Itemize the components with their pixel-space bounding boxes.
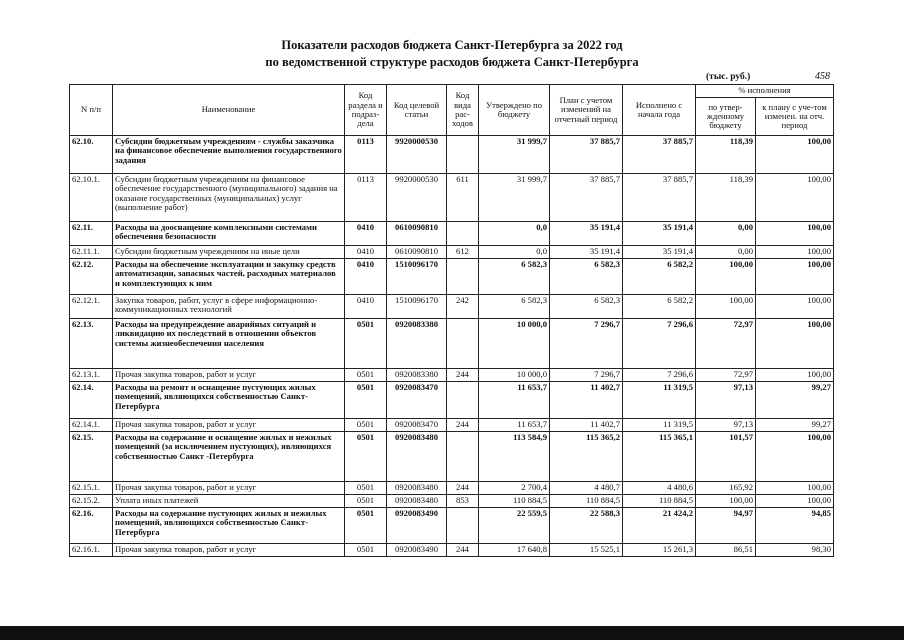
cell-executed: 7 296,6 — [623, 319, 696, 369]
cell-section: 0501 — [345, 508, 387, 544]
cell-section: 0410 — [345, 222, 387, 246]
cell-pct-plan: 98,30 — [756, 544, 834, 557]
cell-pct-plan: 94,85 — [756, 508, 834, 544]
cell-plan: 37 885,7 — [550, 174, 623, 222]
cell-pct-plan: 100,00 — [756, 246, 834, 259]
cell-pct-approved: 72,97 — [696, 369, 756, 382]
cell-approved: 10 000,0 — [479, 319, 550, 369]
cell-approved: 110 884,5 — [479, 495, 550, 508]
cell-name: Расходы на дооснащение комплексными системами обеспечения безопасности — [113, 222, 345, 246]
cell-pct-approved: 118,39 — [696, 174, 756, 222]
cell-kind: 853 — [447, 495, 479, 508]
cell-name: Субсидии бюджетным учреждениям - службы заказчика на финансовое обеспечение выполнения государственного задания — [113, 136, 345, 174]
cell-approved: 31 999,7 — [479, 136, 550, 174]
cell-approved: 0,0 — [479, 246, 550, 259]
cell-section: 0501 — [345, 319, 387, 369]
cell-kind: 244 — [447, 419, 479, 432]
header-num: N п/п — [70, 85, 113, 136]
cell-plan: 6 582,3 — [550, 259, 623, 295]
cell-num: 62.10. — [70, 136, 113, 174]
cell-pct-plan: 100,00 — [756, 319, 834, 369]
table-row — [70, 369, 834, 382]
cell-name: Расходы на обеспечение эксплуатации и закупку средств автоматизации, запасных частей, расходных материалов и комплектующих к ним — [113, 259, 345, 295]
cell-pct-approved: 0,00 — [696, 246, 756, 259]
cell-section: 0501 — [345, 419, 387, 432]
cell-kind: 244 — [447, 369, 479, 382]
cell-pct-plan: 100,00 — [756, 369, 834, 382]
cell-plan: 6 582,3 — [550, 295, 623, 319]
cell-kind — [447, 508, 479, 544]
table-row — [70, 482, 834, 495]
scan-bottom-edge — [0, 626, 904, 640]
cell-target: 0920083470 — [387, 419, 447, 432]
cell-section: 0501 — [345, 482, 387, 495]
header-pct-approved: по утвер-жденному бюджету — [696, 98, 756, 136]
cell-executed: 35 191,4 — [623, 222, 696, 246]
cell-kind: 242 — [447, 295, 479, 319]
cell-section: 0410 — [345, 295, 387, 319]
cell-name: Расходы на содержание и оснащение жилых и нежилых помещений (за исключением пустующих), являющихся собственностью Санкт -Петербурга — [113, 432, 345, 482]
cell-approved: 10 000,0 — [479, 369, 550, 382]
cell-approved: 22 559,5 — [479, 508, 550, 544]
table-row — [70, 319, 834, 369]
cell-executed: 11 319,5 — [623, 382, 696, 419]
cell-approved: 2 700,4 — [479, 482, 550, 495]
cell-num: 62.12.1. — [70, 295, 113, 319]
header-target: Код целевой статьи — [387, 85, 447, 136]
cell-kind — [447, 432, 479, 482]
cell-executed: 21 424,2 — [623, 508, 696, 544]
cell-kind — [447, 136, 479, 174]
cell-executed: 7 296,6 — [623, 369, 696, 382]
cell-num: 62.14. — [70, 382, 113, 419]
cell-pct-approved: 97,13 — [696, 419, 756, 432]
header-plan: План с учетом изменений на отчетный период — [550, 85, 623, 136]
cell-plan: 4 480,7 — [550, 482, 623, 495]
table-row — [70, 382, 834, 419]
cell-pct-plan: 100,00 — [756, 295, 834, 319]
cell-approved: 11 653,7 — [479, 382, 550, 419]
cell-kind: 244 — [447, 482, 479, 495]
cell-target: 0920083380 — [387, 319, 447, 369]
cell-executed: 35 191,4 — [623, 246, 696, 259]
cell-approved: 6 582,3 — [479, 295, 550, 319]
document-title-line2: по ведомственной структуре расходов бюджета Санкт-Петербурга — [265, 55, 639, 69]
cell-name: Прочая закупка товаров, работ и услуг — [113, 482, 345, 495]
cell-target: 0610090810 — [387, 246, 447, 259]
cell-target: 0920083480 — [387, 432, 447, 482]
cell-plan: 35 191,4 — [550, 222, 623, 246]
cell-target: 0920083470 — [387, 382, 447, 419]
header-kind: Код вида рас-ходов — [447, 85, 479, 136]
cell-pct-plan: 100,00 — [756, 136, 834, 174]
document-title-line1: Показатели расходов бюджета Санкт-Петербурга за 2022 год — [281, 38, 623, 52]
cell-plan: 110 884,5 — [550, 495, 623, 508]
cell-section: 0501 — [345, 432, 387, 482]
cell-num: 62.13.1. — [70, 369, 113, 382]
cell-kind: 612 — [447, 246, 479, 259]
cell-executed: 37 885,7 — [623, 136, 696, 174]
cell-pct-approved: 165,92 — [696, 482, 756, 495]
header-pct-plan: к плану с уче-том изменен. на отч. период — [756, 98, 834, 136]
cell-kind — [447, 382, 479, 419]
cell-plan: 37 885,7 — [550, 136, 623, 174]
cell-executed: 6 582,2 — [623, 295, 696, 319]
header-approved: Утверждено по бюджету — [479, 85, 550, 136]
cell-num: 62.13. — [70, 319, 113, 369]
cell-target: 9920000530 — [387, 136, 447, 174]
cell-target: 0920083380 — [387, 369, 447, 382]
cell-section: 0113 — [345, 174, 387, 222]
cell-num: 62.11. — [70, 222, 113, 246]
cell-name: Расходы на предупреждение аварийных ситуаций и ликвидацию их последствий в отношении объектов системы жизнеобеспечения населения — [113, 319, 345, 369]
cell-plan: 11 402,7 — [550, 419, 623, 432]
cell-name: Прочая закупка товаров, работ и услуг — [113, 369, 345, 382]
cell-name: Субсидии бюджетным учреждениям на финансовое обеспечение государственного (муниципального) задания на оказание государственных (муниципальных) услуг (выполнение работ) — [113, 174, 345, 222]
cell-plan: 15 525,1 — [550, 544, 623, 557]
cell-plan: 7 296,7 — [550, 319, 623, 369]
cell-kind — [447, 259, 479, 295]
cell-section: 0501 — [345, 544, 387, 557]
cell-name: Расходы на ремонт и оснащение пустующих жилых помещений, являющихся собственностью Санкт-Петербурга — [113, 382, 345, 419]
cell-target: 0920083480 — [387, 482, 447, 495]
cell-num: 62.15.1. — [70, 482, 113, 495]
cell-pct-approved: 100,00 — [696, 259, 756, 295]
cell-target: 1510096170 — [387, 295, 447, 319]
table-row — [70, 495, 834, 508]
cell-num: 62.14.1. — [70, 419, 113, 432]
table-row — [70, 136, 834, 174]
cell-num: 62.15.2. — [70, 495, 113, 508]
table-row — [70, 419, 834, 432]
cell-pct-plan: 99,27 — [756, 419, 834, 432]
cell-executed: 37 885,7 — [623, 174, 696, 222]
cell-kind — [447, 319, 479, 369]
cell-approved: 113 584,9 — [479, 432, 550, 482]
cell-section: 0501 — [345, 369, 387, 382]
table-row — [70, 174, 834, 222]
cell-name: Прочая закупка товаров, работ и услуг — [113, 419, 345, 432]
cell-pct-approved: 0,00 — [696, 222, 756, 246]
cell-section: 0410 — [345, 246, 387, 259]
cell-pct-approved: 94,97 — [696, 508, 756, 544]
cell-num: 62.11.1. — [70, 246, 113, 259]
cell-executed: 15 261,3 — [623, 544, 696, 557]
cell-section: 0501 — [345, 382, 387, 419]
cell-num: 62.12. — [70, 259, 113, 295]
cell-section: 0113 — [345, 136, 387, 174]
cell-pct-approved: 100,00 — [696, 295, 756, 319]
table-row — [70, 508, 834, 544]
cell-num: 62.10.1. — [70, 174, 113, 222]
header-executed: Исполнено с начала года — [623, 85, 696, 136]
cell-name: Расходы на содержание пустующих жилых и нежилых помещений, являющихся собственностью Санкт-Петербурга — [113, 508, 345, 544]
cell-pct-plan: 100,00 — [756, 174, 834, 222]
cell-pct-plan: 100,00 — [756, 259, 834, 295]
cell-pct-plan: 100,00 — [756, 432, 834, 482]
cell-executed: 110 884,5 — [623, 495, 696, 508]
table-row — [70, 544, 834, 557]
cell-target: 0920083490 — [387, 544, 447, 557]
cell-pct-approved: 101,57 — [696, 432, 756, 482]
cell-pct-approved: 100,00 — [696, 495, 756, 508]
cell-pct-approved: 86,51 — [696, 544, 756, 557]
budget-table — [69, 84, 834, 557]
cell-plan: 35 191,4 — [550, 246, 623, 259]
cell-section: 0410 — [345, 259, 387, 295]
cell-pct-approved: 72,97 — [696, 319, 756, 369]
table-row — [70, 432, 834, 482]
header-name: Наименование — [113, 85, 345, 136]
header-percent-group: % исполнения — [696, 85, 834, 98]
cell-target: 0610090810 — [387, 222, 447, 246]
cell-kind: 244 — [447, 544, 479, 557]
cell-num: 62.16.1. — [70, 544, 113, 557]
units-label: (тыс. руб.) — [706, 72, 751, 82]
cell-executed: 6 582,2 — [623, 259, 696, 295]
cell-approved: 17 640,8 — [479, 544, 550, 557]
cell-kind — [447, 222, 479, 246]
cell-kind: 611 — [447, 174, 479, 222]
cell-approved: 0,0 — [479, 222, 550, 246]
table-row — [70, 259, 834, 295]
cell-target: 0920083480 — [387, 495, 447, 508]
cell-pct-plan: 100,00 — [756, 482, 834, 495]
cell-name: Субсидии бюджетным учреждениям на иные цели — [113, 246, 345, 259]
cell-approved: 6 582,3 — [479, 259, 550, 295]
cell-plan: 7 296,7 — [550, 369, 623, 382]
cell-plan: 22 588,3 — [550, 508, 623, 544]
cell-approved: 31 999,7 — [479, 174, 550, 222]
cell-pct-approved: 97,13 — [696, 382, 756, 419]
table-row — [70, 246, 834, 259]
table-row — [70, 295, 834, 319]
cell-executed: 11 319,5 — [623, 419, 696, 432]
page-number: 458 — [815, 71, 830, 82]
cell-executed: 4 480,6 — [623, 482, 696, 495]
table-row — [70, 222, 834, 246]
cell-executed: 115 365,1 — [623, 432, 696, 482]
cell-pct-plan: 100,00 — [756, 222, 834, 246]
cell-approved: 11 653,7 — [479, 419, 550, 432]
header-section: Код раздела и подраз-дела — [345, 85, 387, 136]
cell-name: Закупка товаров, работ, услуг в сфере информационно-коммуникационных технологий — [113, 295, 345, 319]
cell-section: 0501 — [345, 495, 387, 508]
cell-target: 1510096170 — [387, 259, 447, 295]
cell-pct-plan: 100,00 — [756, 495, 834, 508]
cell-num: 62.16. — [70, 508, 113, 544]
cell-pct-approved: 118,39 — [696, 136, 756, 174]
cell-name: Прочая закупка товаров, работ и услуг — [113, 544, 345, 557]
cell-plan: 11 402,7 — [550, 382, 623, 419]
cell-plan: 115 365,2 — [550, 432, 623, 482]
cell-target: 0920083490 — [387, 508, 447, 544]
cell-target: 9920000530 — [387, 174, 447, 222]
cell-num: 62.15. — [70, 432, 113, 482]
cell-pct-plan: 99,27 — [756, 382, 834, 419]
cell-name: Уплата иных платежей — [113, 495, 345, 508]
